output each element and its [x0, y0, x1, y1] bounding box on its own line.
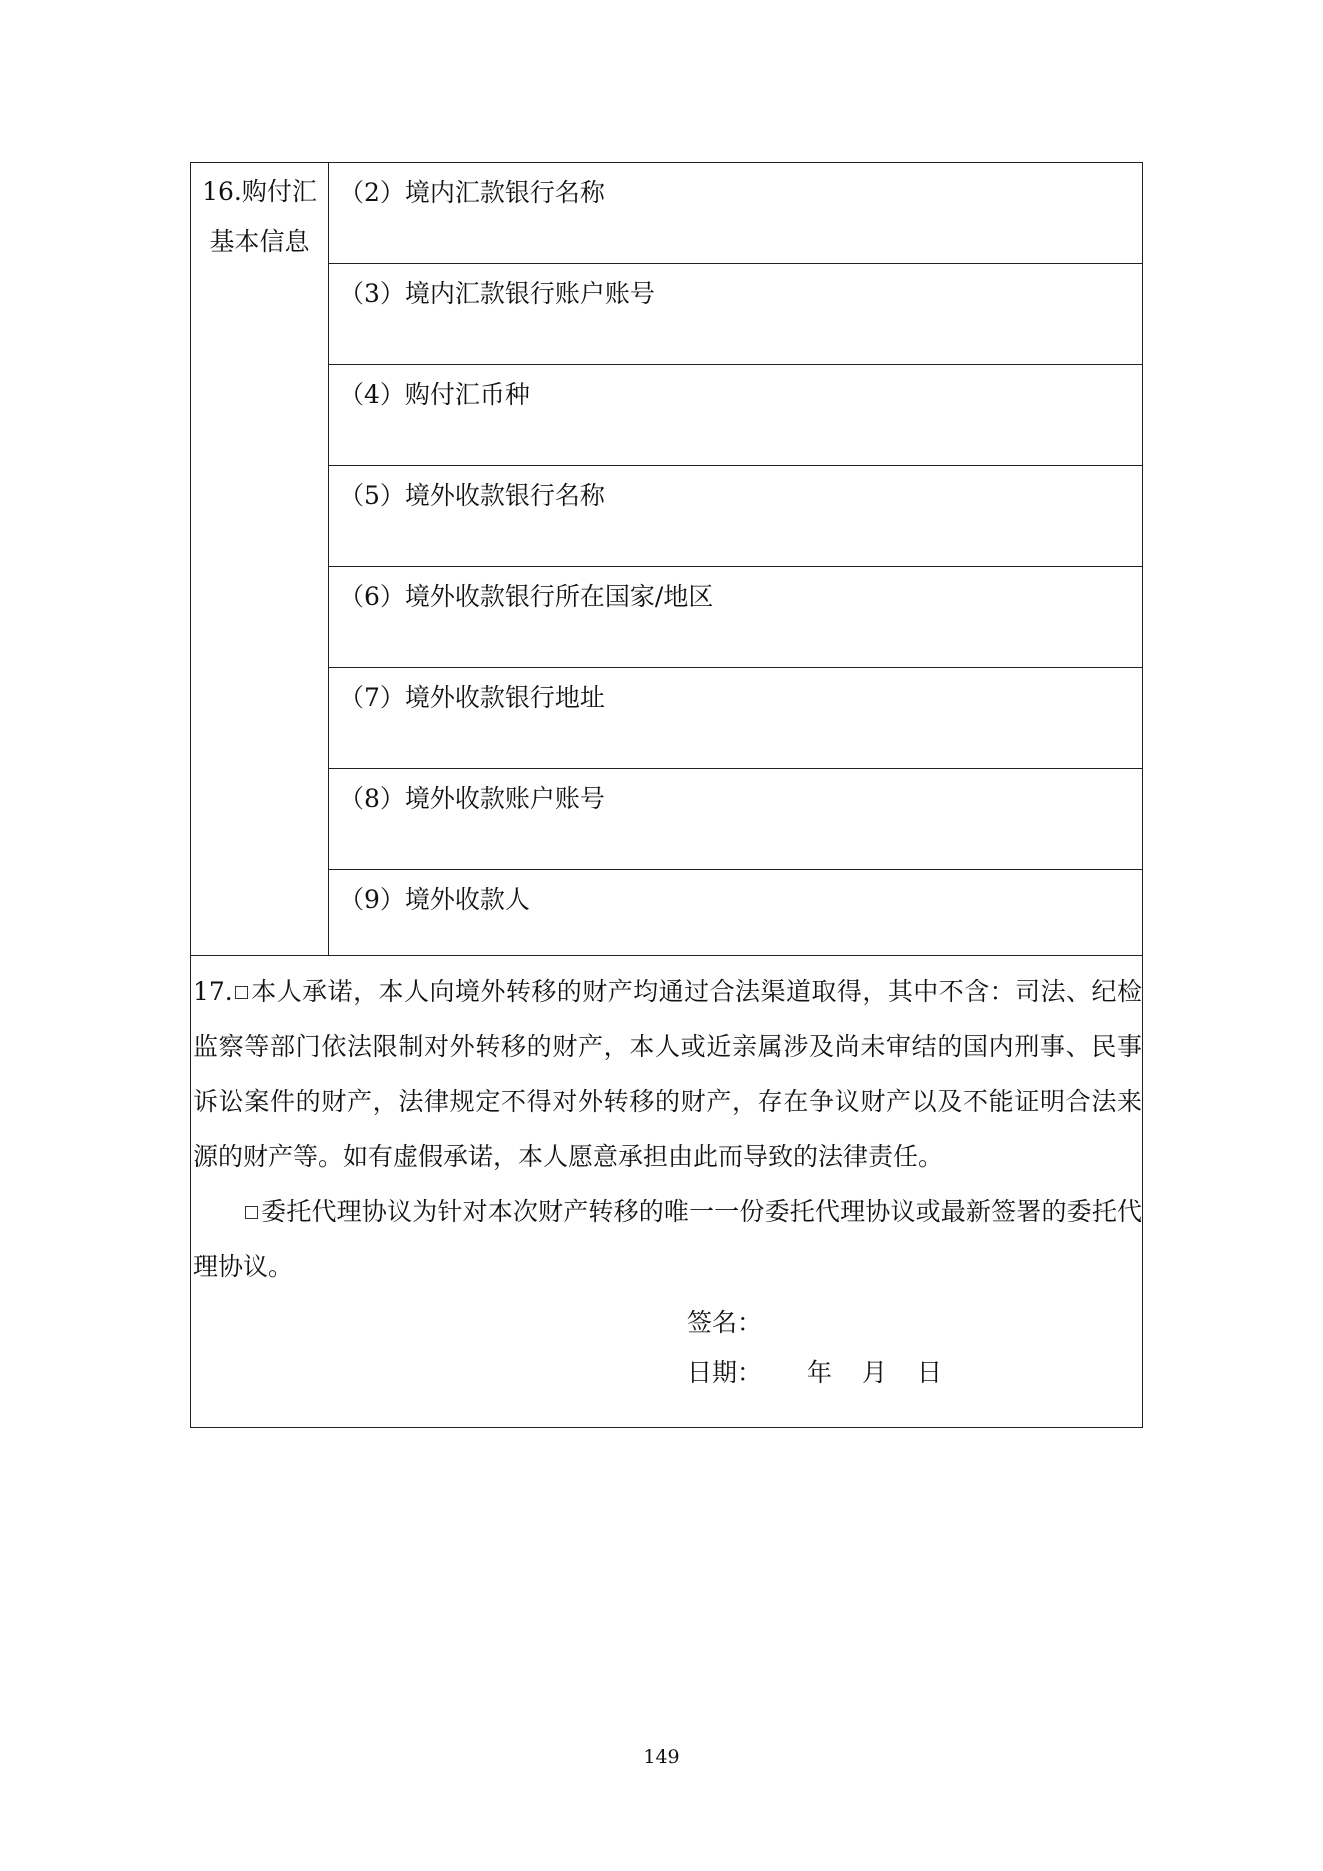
section-16-label [191, 163, 329, 956]
field-currency[interactable]: （4）购付汇币种 [329, 365, 1143, 466]
field-foreign-payee[interactable]: （9）境外收款人 [329, 870, 1143, 956]
page-number: 149 [643, 1746, 680, 1768]
table-row [191, 567, 1143, 668]
signature-block [687, 1298, 942, 1398]
table-row [191, 668, 1143, 769]
promise-2-checkbox[interactable] [245, 1206, 258, 1219]
month-label: 月 [862, 1358, 888, 1387]
promise-paragraph-2 [193, 1184, 1142, 1294]
section-17-promise [191, 956, 1143, 1428]
field-foreign-bank-address[interactable]: （7）境外收款银行地址 [329, 668, 1143, 769]
table-row [191, 870, 1143, 956]
transfer-form-table [190, 162, 1143, 1428]
field-foreign-bank-country[interactable]: （6）境外收款银行所在国家/地区 [329, 567, 1143, 668]
table-row [191, 365, 1143, 466]
promise-1-checkbox[interactable] [235, 986, 248, 999]
section-17-number: 17. [193, 977, 233, 1006]
date-label: 日期： [687, 1358, 763, 1387]
year-label: 年 [807, 1358, 833, 1387]
field-foreign-bank-name[interactable]: （5）境外收款银行名称 [329, 466, 1143, 567]
field-domestic-bank-name[interactable]: （2）境内汇款银行名称 [329, 163, 1143, 264]
table-row [191, 769, 1143, 870]
table-row [191, 163, 1143, 264]
table-row [191, 466, 1143, 567]
field-foreign-account-number[interactable]: （8）境外收款账户账号 [329, 769, 1143, 870]
promise-2-text: 委托代理协议为针对本次财产转移的唯一一份委托代理协议或最新签署的委托代理协议。 [193, 1197, 1142, 1281]
field-domestic-bank-account[interactable]: （3）境内汇款银行账户账号 [329, 264, 1143, 365]
table-row [191, 956, 1143, 1428]
date-line[interactable] [687, 1348, 942, 1398]
promise-paragraph-1 [193, 964, 1142, 1184]
day-label: 日 [917, 1358, 943, 1387]
section-16-label-line1: 16.购付汇 [202, 177, 317, 206]
section-16-label-line2: 基本信息 [209, 227, 310, 256]
table-row [191, 264, 1143, 365]
signature-label: 签名： [687, 1308, 763, 1337]
promise-1-text: 本人承诺，本人向境外转移的财产均通过合法渠道取得，其中不含：司法、纪检监察等部门依法限制对外转移的财产，本人或近亲属涉及尚未审结的国内刑事、民事诉讼案件的财产，法律规定不得对外转移的财产，存在争议财产以及不能证明合法来源的财产等。如有虚假承诺，本人愿意承担由此而导致的法律责任。 [193, 977, 1142, 1171]
signature-line[interactable] [687, 1298, 942, 1348]
